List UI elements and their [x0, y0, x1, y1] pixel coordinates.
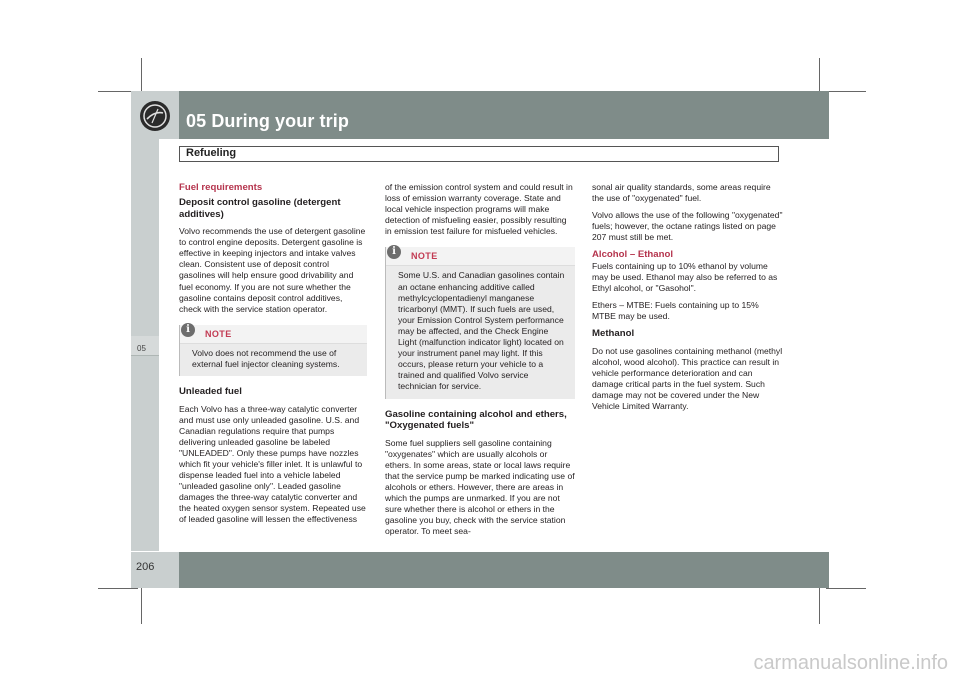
footer-bar: [179, 552, 829, 588]
subheading-oxygenated-fuels: Gasoline containing alcohol and ethers, "Oxygenated fuels": [385, 408, 567, 431]
note-label: NOTE: [411, 251, 438, 262]
paragraph: Do not use gasolines containing methanol (methyl alcohol, wood alcohol). This practice can result in vehicle performance deterioration and can damage critical parts in the fuel system. Such damage may not be covered under the New Vehicle Limited Warranty.: [592, 345, 783, 411]
chapter-title: 05 During your trip: [186, 111, 349, 131]
section-title: Refueling: [186, 147, 237, 159]
paragraph: Ethers – MTBE: Fuels containing up to 15% MTBE may be used.: [592, 299, 759, 321]
crop-mark: [819, 584, 820, 624]
watermark: carmanualsonline.info: [753, 652, 948, 674]
column-2: [385, 182, 575, 543]
note-text: Volvo does not recommend the use of external fuel injector cleaning systems.: [192, 347, 340, 369]
crop-mark: [826, 588, 866, 589]
note-box: [385, 247, 575, 398]
column-3: [592, 182, 784, 418]
page-number: 206: [136, 561, 155, 573]
subheading-unleaded-fuel: Unleaded fuel: [179, 386, 242, 398]
subheading-alcohol-ethanol: Alcohol – Ethanol: [592, 249, 674, 261]
paragraph: of the emission control system and could result in loss of emission warranty coverage. State and local vehicle inspection programs will make detection of misfueling easier, possibly resulting in emission test failure for misfueled vehicles.: [385, 182, 573, 237]
crop-mark: [141, 584, 142, 624]
road-wheel-icon: [140, 101, 170, 131]
note-box: [179, 325, 367, 376]
crop-mark: [98, 588, 138, 589]
note-text: Some U.S. and Canadian gasolines contain an octane enhancing additive called methylcyclopentadienyl manganese tricarbonyl (MMT). If such fuels are used, your Emission Control System performance may be affected, and the Check Engine Light (malfunction indicator light) located on your instrument panel may light. If this occurs, please return your vehicle to a trained and qualified Volvo service technician for service.: [398, 270, 565, 392]
column-1: [179, 182, 367, 532]
paragraph: Some fuel suppliers sell gasoline containing "oxygenates" which are usually alcohols or ethers. In some areas, state or local laws require that the service pump be marked indicating use of alcohols or ethers. However, there are areas in which the pumps are unmarked. If you are not sure whether there is alcohol or ethers in the gasoline you buy, check with the service station operator. To meet sea-: [385, 437, 575, 537]
info-icon: i: [387, 245, 401, 259]
note-header: [386, 247, 575, 266]
chapter-tab: 05: [131, 336, 159, 356]
paragraph: sonal air quality standards, some areas require the use of "oxygenated" fuel.: [592, 182, 771, 204]
section-title-box: [179, 146, 779, 162]
subheading-deposit-control: Deposit control gasoline (detergent additives): [179, 197, 341, 220]
paragraph: Fuels containing up to 10% ethanol by volume may be used. Ethanol may also be referred to as Ethyl alcohol, or "Gasohol".: [592, 260, 778, 293]
info-icon: i: [181, 323, 195, 337]
paragraph: Volvo recommends the use of detergent gasoline to control engine deposits. Detergent gasoline is effective in keeping injectors and intake valves clean. Consistent use of deposit control gasolines will help ensure good drivability and fuel economy. If you are not sure whether the gasoline contains deposit control additives, check with the service station operator.: [179, 226, 366, 314]
note-header: [180, 325, 367, 344]
note-label: NOTE: [205, 328, 232, 339]
heading-fuel-requirements: Fuel requirements: [179, 182, 263, 193]
paragraph: Volvo allows the use of the following "oxygenated" fuels; however, the octane ratings listed on page 207 must still be met.: [592, 210, 783, 243]
crop-mark: [826, 91, 866, 92]
paragraph: Each Volvo has a three-way catalytic converter and must use only unleaded gasoline. U.S. and Canadian regulations require that pumps delivering unleaded gasoline be labeled "UNLEADED". Only these pumps have nozzles which fit your vehicle's filler inlet. It is unlawful to dispense leaded fuel into a vehicle labeled "unleaded gasoline only". Leaded gasoline damages the three-way catalytic converter and the heated oxygen sensor system. Repeated use of leaded gasoline will lessen the effectiveness: [179, 403, 366, 525]
subheading-methanol: Methanol: [592, 328, 635, 340]
